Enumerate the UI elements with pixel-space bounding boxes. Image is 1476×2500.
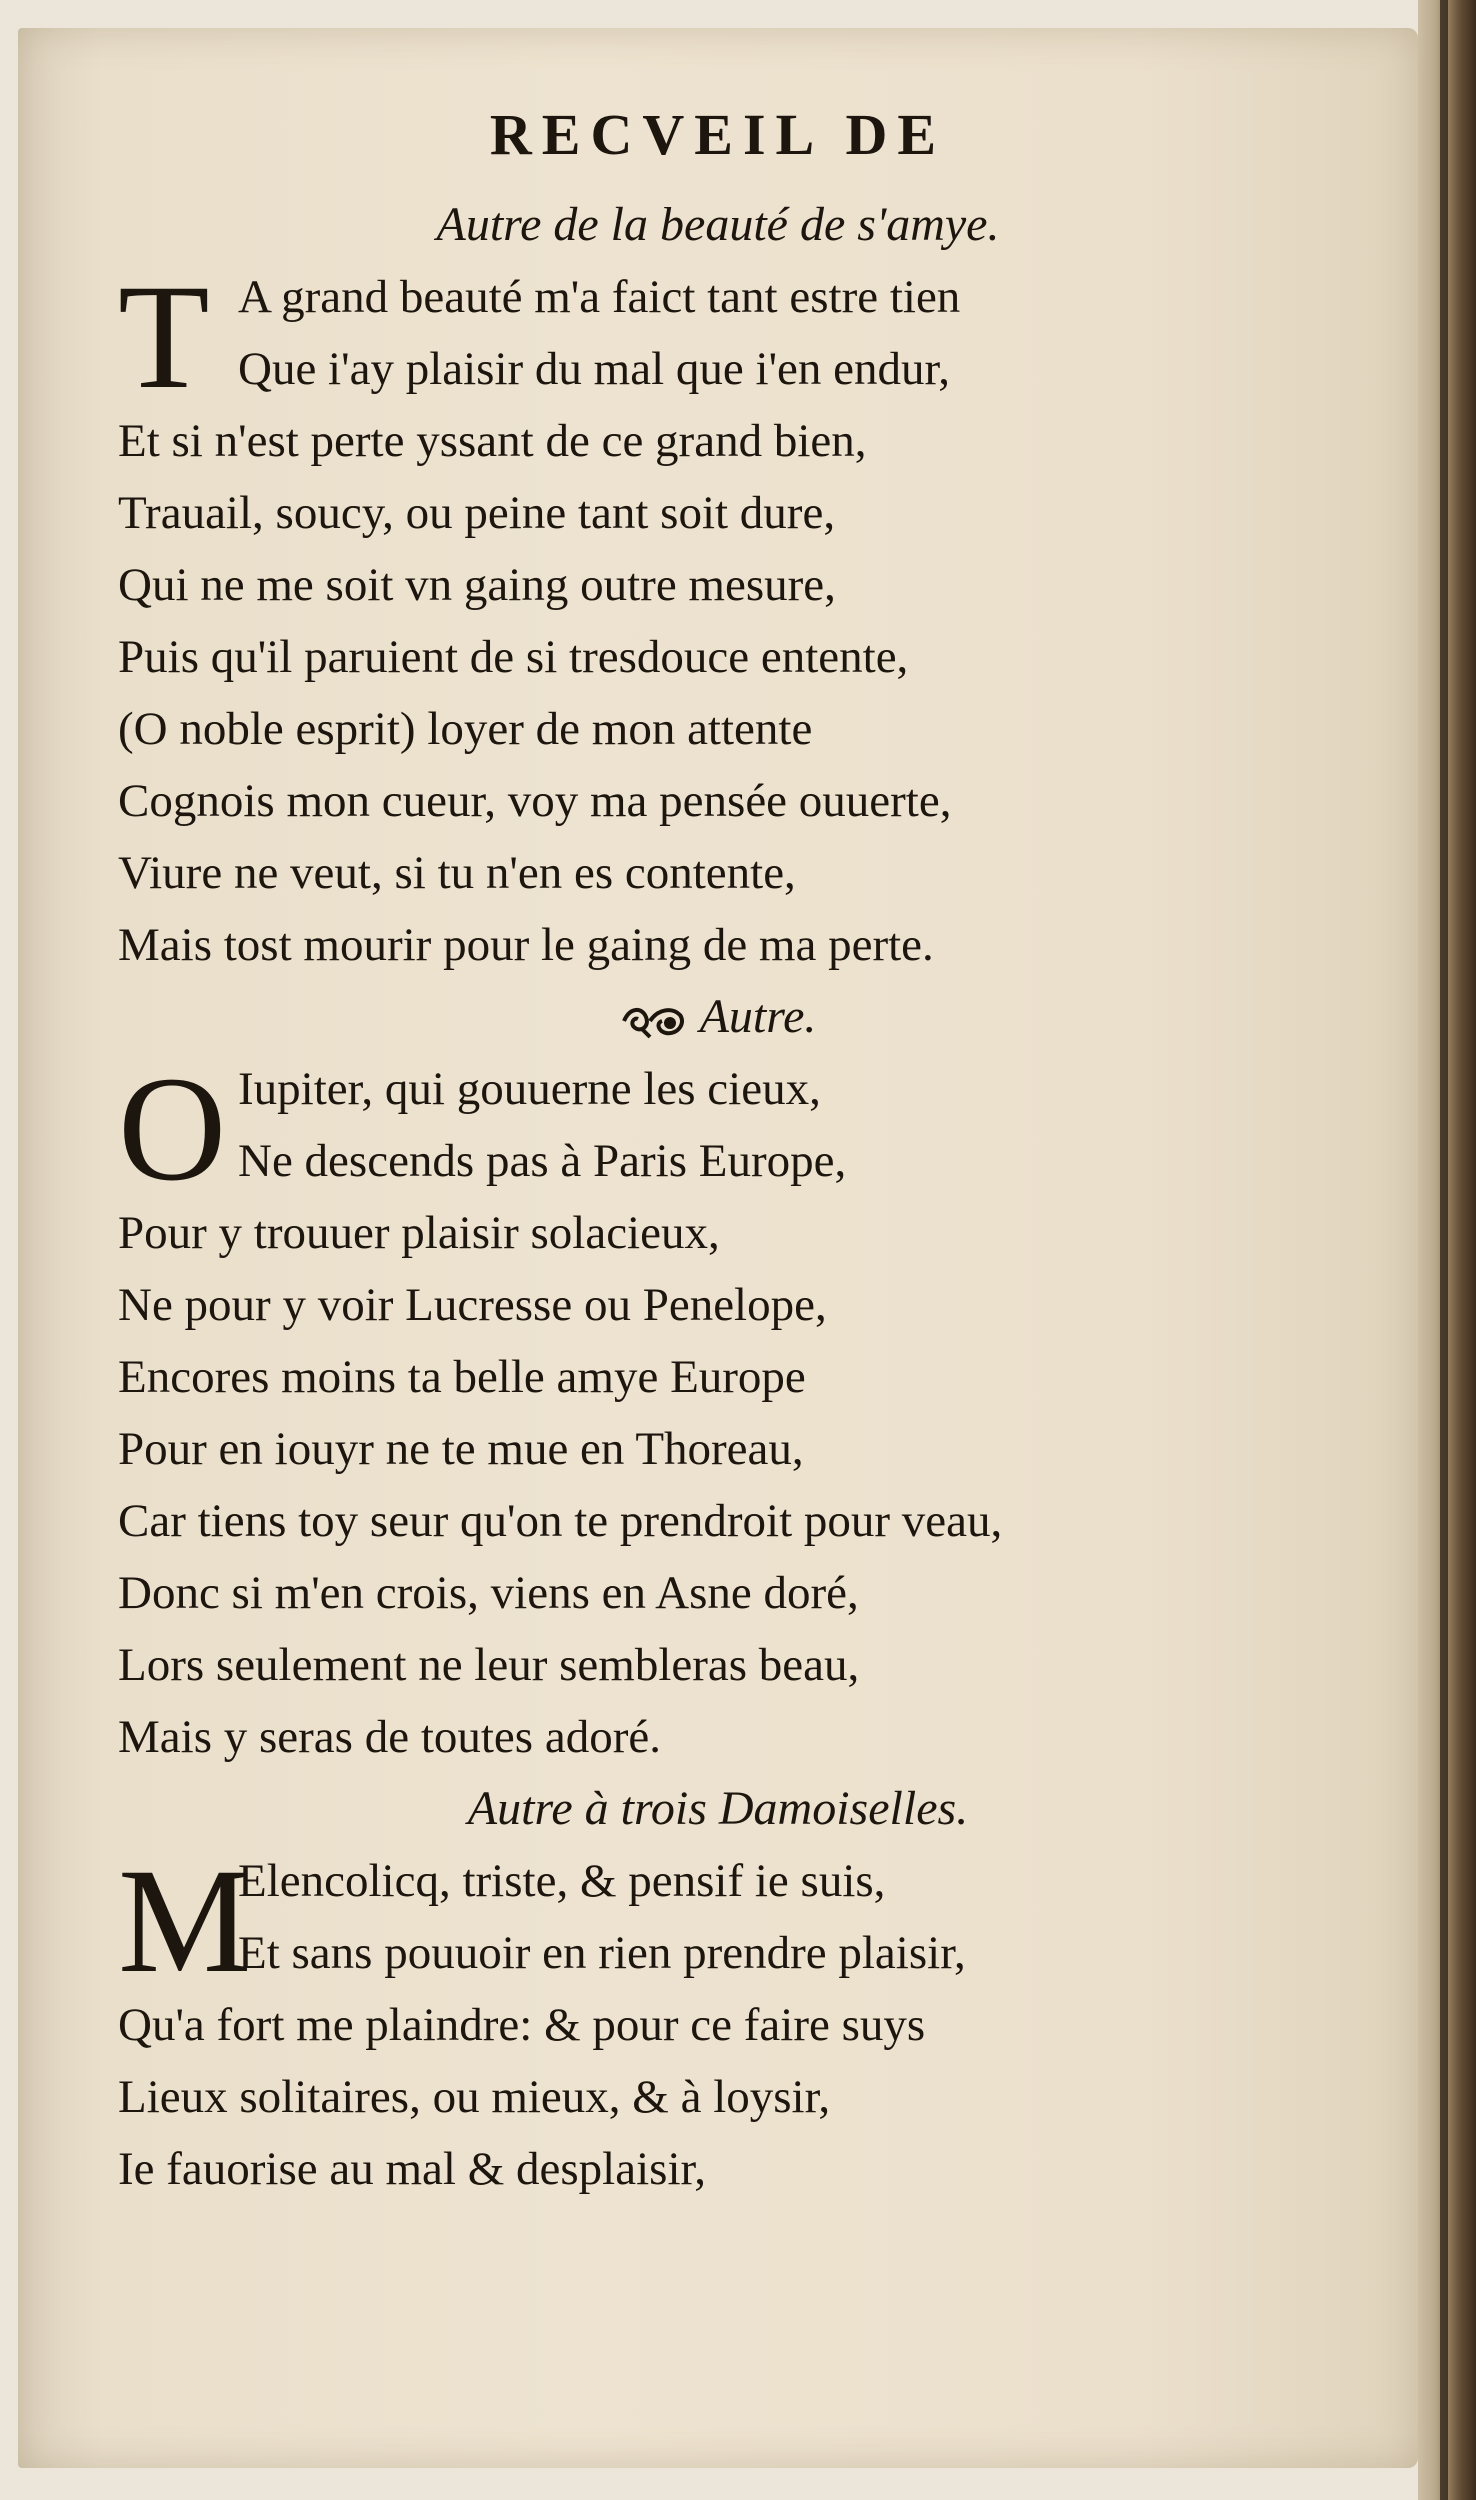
fleuron-ornament-icon <box>620 1001 686 1041</box>
poem-line: Pour y trouuer plaisir solacieux, <box>118 1207 720 1259</box>
poem-line: Mais tost mourir pour le gaing de ma perte. <box>118 919 934 971</box>
poem-heading-row <box>118 981 1318 1053</box>
poem-line: Lieux solitaires, ou mieux, & à loysir, <box>118 2071 831 2123</box>
poem-line: Cognois mon cueur, voy ma pensée ouuerte, <box>118 775 952 827</box>
poem-line: Ne pour y voir Lucresse ou Penelope, <box>118 1279 827 1331</box>
poem-stanza <box>118 254 1318 981</box>
page-edge <box>1440 0 1448 2500</box>
drop-capital: T <box>118 254 210 420</box>
poem-line: Pour en iouyr ne te mue en Thoreau, <box>118 1423 804 1475</box>
poem-line: Trauail, soucy, ou peine tant soit dure, <box>118 487 836 539</box>
poem-line: Ne descends pas à Paris Europe, <box>238 1135 847 1187</box>
poem-line: A grand beauté m'a faict tant estre tien <box>238 271 961 323</box>
poem-opening <box>118 1838 1318 2004</box>
poem-line: Donc si m'en crois, viens en Asne doré, <box>118 1567 859 1619</box>
poem-line: Et sans pouuoir en rien prendre plaisir, <box>238 1927 966 1979</box>
poem-heading: Autre de la beauté de s'amye. <box>436 198 1000 251</box>
poem-heading: Autre à trois Damoiselles. <box>467 1782 969 1835</box>
text-block <box>118 95 1318 2205</box>
poem-line: Car tiens toy seur qu'on te prendroit pour veau, <box>118 1495 1003 1547</box>
poem-opening <box>118 254 1318 420</box>
poem-line: Qu'a fort me plaindre: & pour ce faire suys <box>118 1999 926 2051</box>
poem-line: Iupiter, qui gouuerne les cieux, <box>238 1063 821 1115</box>
poem-line: Mais y seras de toutes adoré. <box>118 1711 661 1763</box>
drop-capital: O <box>118 1046 227 1212</box>
poem-line: Viure ne veut, si tu n'en es contente, <box>118 847 796 899</box>
poem-line: Puis qu'il paruient de si tresdouce entente, <box>118 631 909 683</box>
poem-line: Encores moins ta belle amye Europe <box>118 1351 806 1403</box>
poem-line: Que i'ay plaisir du mal que i'en endur, <box>238 343 951 395</box>
poem-opening <box>118 1046 1318 1212</box>
poem-stanza <box>118 1838 1318 2205</box>
poem-line: Qui ne me soit vn gaing outre mesure, <box>118 559 836 611</box>
poem-stanza <box>118 1046 1318 1773</box>
poem-line: (O noble esprit) loyer de mon attente <box>118 703 813 755</box>
poem-heading: Autre. <box>699 990 817 1043</box>
poem-line: Elencolicq, triste, & pensif ie suis, <box>238 1855 886 1907</box>
poem-line: Et si n'est perte yssant de ce grand bien, <box>118 415 867 467</box>
drop-capital: M <box>118 1838 252 2004</box>
poem-line: Lors seulement ne leur sembleras beau, <box>118 1639 860 1691</box>
running-head: RECVEIL DE <box>489 102 947 167</box>
poem-line: Ie fauorise au mal & desplaisir, <box>118 2143 707 2195</box>
